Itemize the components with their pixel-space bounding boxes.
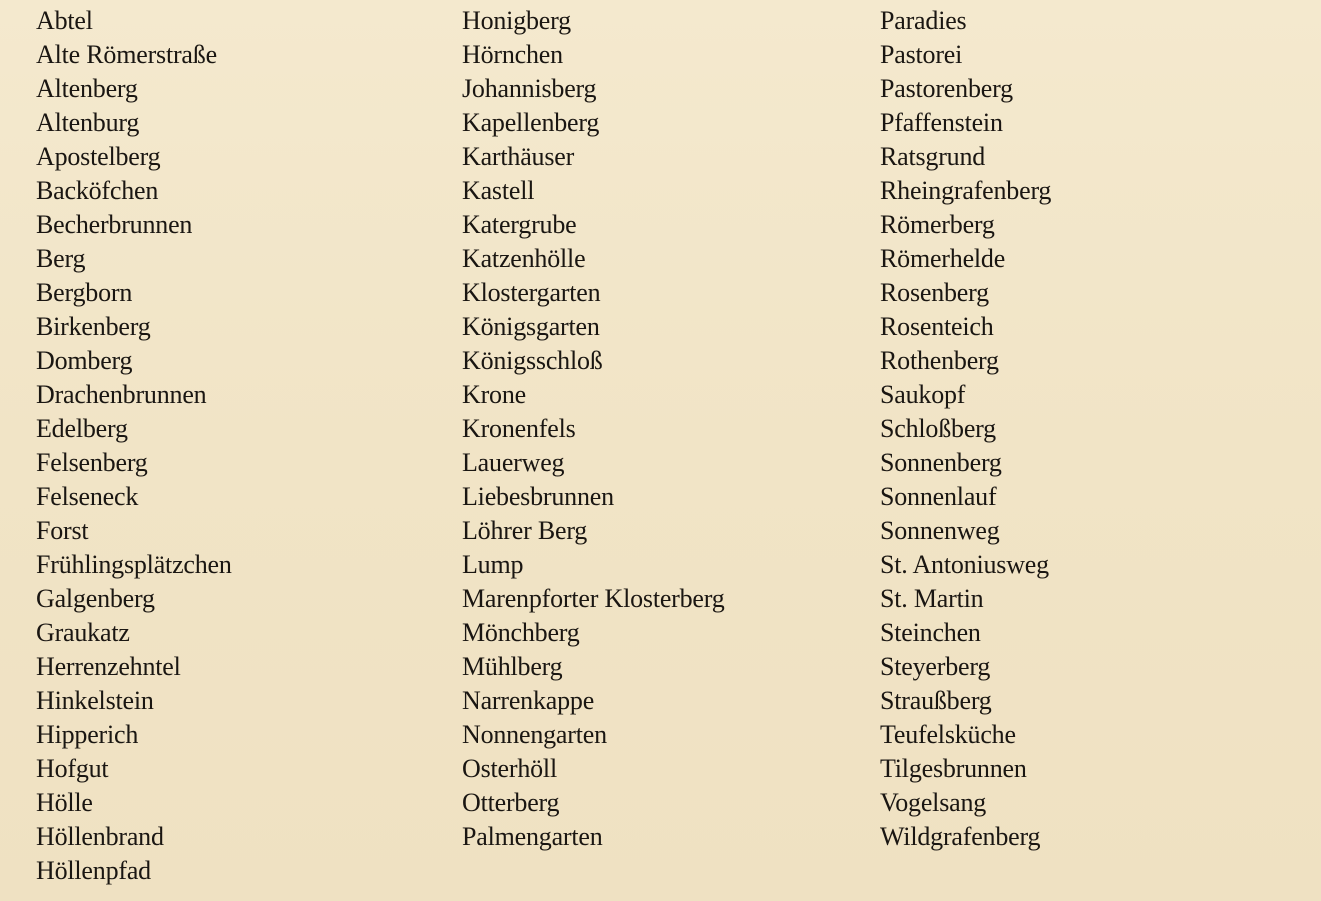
list-item: Sonnenlauf <box>880 482 997 511</box>
list-item: Steyerberg <box>880 652 991 681</box>
list-item: Teufelsküche <box>880 720 1016 749</box>
list-item: Narrenkappe <box>462 686 595 715</box>
list-item: Nonnengarten <box>462 720 607 749</box>
list-item: Edelberg <box>36 414 128 443</box>
list-item: Marenpforter Klosterberg <box>462 584 725 613</box>
list-item: Hipperich <box>36 720 139 749</box>
list-item: Löhrer Berg <box>462 516 588 545</box>
list-item: Karthäuser <box>462 142 575 171</box>
list-item: Abtel <box>36 6 93 35</box>
list-item: Ratsgrund <box>880 142 986 171</box>
list-item: Alte Römerstraße <box>36 40 217 69</box>
list-item: Krone <box>462 380 526 409</box>
list-item: St. Martin <box>880 584 984 613</box>
list-item: Becherbrunnen <box>36 210 193 239</box>
list-item: Königsgarten <box>462 312 600 341</box>
list-item: Sonnenberg <box>880 448 1002 477</box>
list-item: Altenburg <box>36 108 140 137</box>
list-item: Rosenteich <box>880 312 994 341</box>
list-item: Rheingrafenberg <box>880 176 1052 205</box>
list-item: Palmengarten <box>462 822 603 851</box>
list-item: Felseneck <box>36 482 139 511</box>
list-item: Hinkelstein <box>36 686 154 715</box>
list-item: Steinchen <box>880 618 981 647</box>
list-item: Sonnenweg <box>880 516 1000 545</box>
list-item: Apostelberg <box>36 142 161 171</box>
list-item: Wildgrafenberg <box>880 822 1041 851</box>
list-item: Drachenbrunnen <box>36 380 207 409</box>
list-item: Kronenfels <box>462 414 576 443</box>
list-item: Otterberg <box>462 788 560 817</box>
vineyard-list-column-2 <box>462 4 725 854</box>
list-item: Domberg <box>36 346 133 375</box>
list-item: Römerhelde <box>880 244 1006 273</box>
list-item: Berg <box>36 244 86 273</box>
list-item: Schloßberg <box>880 414 996 443</box>
list-item: Höllenbrand <box>36 822 164 851</box>
list-item: Katergrube <box>462 210 577 239</box>
list-item: Straußberg <box>880 686 992 715</box>
list-item: Herrenzehntel <box>36 652 181 681</box>
list-item: Graukatz <box>36 618 130 647</box>
list-item: Hörnchen <box>462 40 563 69</box>
list-item: Altenberg <box>36 74 138 103</box>
list-item: Galgenberg <box>36 584 155 613</box>
list-item: Vogelsang <box>880 788 987 817</box>
list-item: Frühlingsplätzchen <box>36 550 232 579</box>
list-item: Tilgesbrunnen <box>880 754 1027 783</box>
list-item: Kastell <box>462 176 535 205</box>
list-item: Pfaffenstein <box>880 108 1003 137</box>
list-item: Felsenberg <box>36 448 148 477</box>
list-item: Backöfchen <box>36 176 159 205</box>
list-item: Bergborn <box>36 278 133 307</box>
vineyard-list-column-1 <box>36 4 232 888</box>
list-item: Pastorenberg <box>880 74 1013 103</box>
list-item: Forst <box>36 516 89 545</box>
list-item: Hölle <box>36 788 93 817</box>
list-item: St. Antoniusweg <box>880 550 1049 579</box>
list-item: Hofgut <box>36 754 109 783</box>
list-item: Liebesbrunnen <box>462 482 614 511</box>
list-item: Osterhöll <box>462 754 557 783</box>
list-item: Birkenberg <box>36 312 151 341</box>
list-item: Pastorei <box>880 40 963 69</box>
list-item: Kapellenberg <box>462 108 600 137</box>
list-item: Paradies <box>880 6 967 35</box>
list-item: Königsschloß <box>462 346 603 375</box>
list-item: Höllenpfad <box>36 856 151 885</box>
list-item: Mönchberg <box>462 618 580 647</box>
list-item: Mühlberg <box>462 652 563 681</box>
list-item: Klostergarten <box>462 278 601 307</box>
vineyard-list-column-3 <box>880 4 1051 854</box>
list-item: Lump <box>462 550 524 579</box>
list-item: Lauerweg <box>462 448 565 477</box>
list-item: Johannisberg <box>462 74 597 103</box>
list-item: Saukopf <box>880 380 966 409</box>
list-item: Römerberg <box>880 210 995 239</box>
list-item: Rothenberg <box>880 346 999 375</box>
list-item: Honigberg <box>462 6 571 35</box>
list-item: Rosenberg <box>880 278 989 307</box>
list-item: Katzenhölle <box>462 244 586 273</box>
